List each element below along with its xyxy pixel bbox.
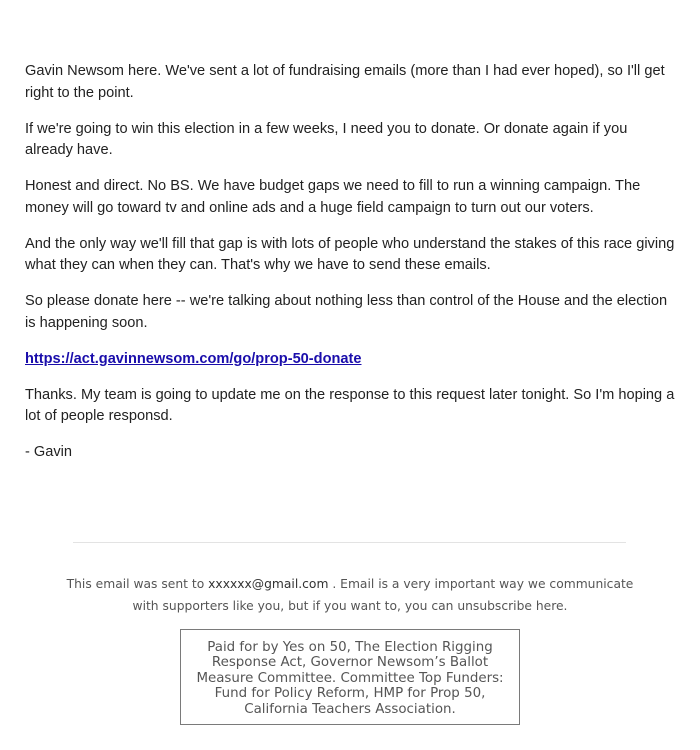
footer-divider xyxy=(73,542,626,543)
email-paragraph-donate-ask: If we're going to win this election in a few weeks, I need you to donate. Or donate again if you already have. xyxy=(25,120,628,158)
email-paragraph-stakes: And the only way we'll fill that gap is with lots of people who understand the stakes of this race giving what they can when they can. That's why we have to send these emails. xyxy=(25,235,675,273)
paid-for-disclaimer: Paid for by Yes on 50, The Election Rigging Response Act, Governor Newsom’s Ballot Measure Committee. Committee Top Funders: Fund for Policy Reform, HMP for Prop 50, California Teachers Association. xyxy=(180,629,520,725)
email-body xyxy=(25,61,675,478)
email-closing: Thanks. My team is going to update me on the response to this request later tonight. So I'm hoping a lot of people responsd. xyxy=(25,386,675,424)
footer-sent-to-note xyxy=(60,574,640,617)
donate-link-paragraph xyxy=(25,349,675,371)
footer-sent-to-prefix: This email was sent to xyxy=(66,577,205,591)
donate-link[interactable]: https://act.gavinnewsom.com/go/prop-50-donate xyxy=(25,350,362,367)
email-paragraph-donate-here: So please donate here -- we're talking about nothing less than control of the House and the election is happening soon. xyxy=(25,293,668,331)
email-signature: - Gavin xyxy=(25,444,73,460)
email-paragraph-budget: Honest and direct. No BS. We have budget gaps we need to fill to run a winning campaign. The money will go toward tv and online ads and a huge field campaign to turn out our voters. xyxy=(25,178,641,216)
email-paragraph-intro: Gavin Newsom here. We've sent a lot of fundraising emails (more than I had ever hoped), so I'll get right to the point. xyxy=(25,63,665,101)
footer-unsubscribe-text[interactable]: . Email is a very important way we communicate with supporters like you, but if you want to, you can unsubscribe here. xyxy=(132,577,634,613)
recipient-email: xxxxxx@gmail.com xyxy=(208,577,329,591)
